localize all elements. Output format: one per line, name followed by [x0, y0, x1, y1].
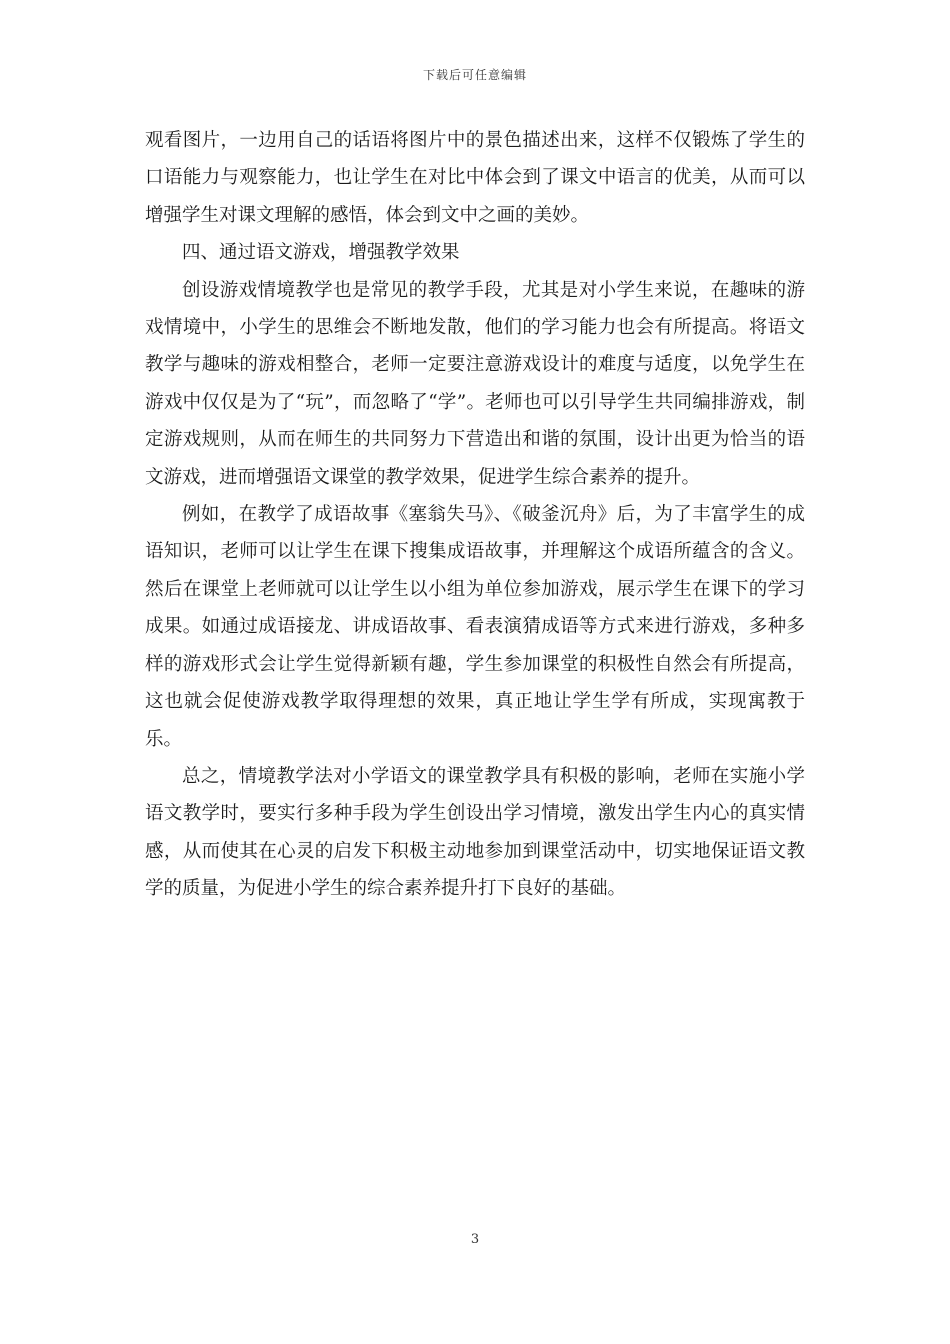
document-body — [145, 122, 805, 908]
paragraph: 例如，在教学了成语故事《塞翁失马》、《破釜沉舟》后，为了丰富学生的成语知识，老师可以让学生在课下搜集成语故事，并理解这个成语所蕴含的含义。然后在课堂上老师就可以让学生以小组为单位参加游戏，展示学生在课下的学习成果。如通过成语接龙、讲成语故事、看表演猜成语等方式来进行游戏，多种多样的游戏形式会让学生觉得新颖有趣，学生参加课堂的积极性自然会有所提高，这也就会促使游戏教学取得理想的效果，真正地让学生学有所成，实现寓教于乐。 — [145, 504, 805, 750]
paragraph: 总之，情境教学法对小学语文的课堂教学具有积极的影响，老师在实施小学语文教学时，要实行多种手段为学生创设出学习情境，激发出学生内心的真实情感，从而使其在心灵的启发下积极主动地参加到课堂活动中，切实地保证语文教学的质量，为促进小学生的综合素养提升打下良好的基础。 — [145, 765, 805, 900]
page-header: 下载后可任意编辑 — [422, 68, 527, 82]
section-heading: 四、通过语文游戏，增强教学效果 — [182, 242, 460, 264]
paragraph: 创设游戏情境教学也是常见的教学手段，尤其是对小学生来说，在趣味的游戏情境中，小学生的思维会不断地发散，他们的学习能力也会有所提高。将语文教学与趣味的游戏相整合，老师一定要注意游戏设计的难度与适度，以免学生在游戏中仅仅是为了“玩”，而忽略了“学”。老师也可以引导学生共同编排游戏，制定游戏规则，从而在师生的共同努力下营造出和谐的氛围，设计出更为恰当的语文游戏，进而增强语文课堂的教学效果，促进学生综合素养的提升。 — [145, 279, 805, 488]
page-number: 3 — [470, 1232, 480, 1247]
paragraph-continuation: 观看图片，一边用自己的话语将图片中的景色描述出来，这样不仅锻炼了学生的口语能力与观察能力，也让学生在对比中体会到了课文中语言的优美，从而可以增强学生对课文理解的感悟，体会到文中之画的美妙。 — [145, 130, 805, 226]
